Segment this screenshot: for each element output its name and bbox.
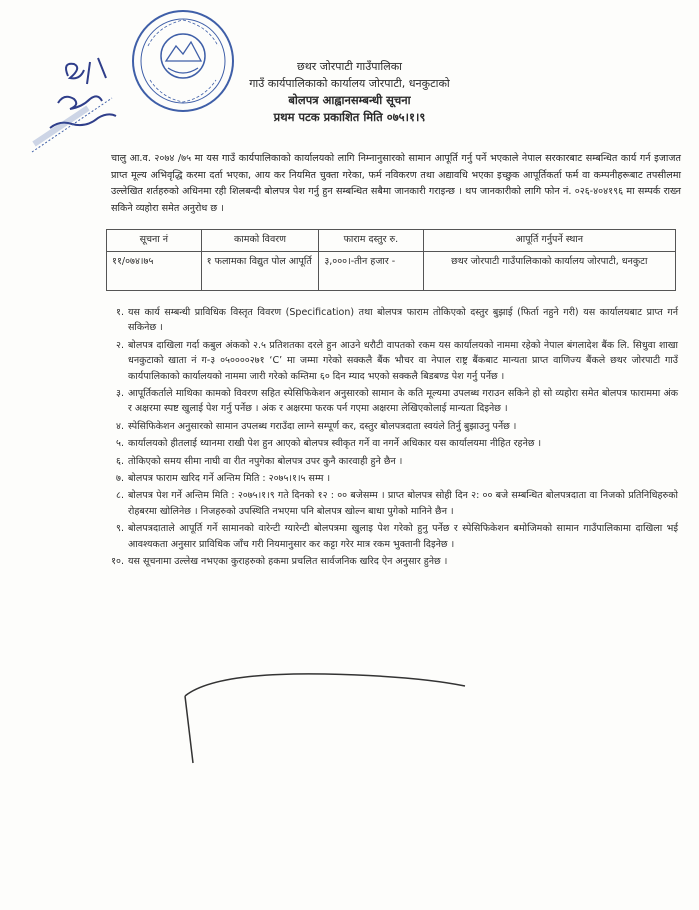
list-item: २. बोलपत्र दाखिला गर्दा कबुल अंकको २.५ प्रतिशतका दरले हुन आउने धरौटी वापतको रकम यस कार्यालयको नाममा रहेको नेपाल बंगलादेश बैंक लि. सिधुवा शाखा धनकुटाको खाता नं ग-३ ०५००००२७१ ‘C’ मा जम्मा गरेको सक्कलै बैंक भौचर वा नेपाल राष्ट्र बैंकबाट मान्यता प्राप्त वाणिज्य बैंकले छथर जोरपाटी गाउँ कार्यपालिकाको कार्यालयको नाममा जारी गरेको कम्तिमा ६० दिन म्याद भएको सक्कलै बिडबण्ड पेश गर्नु पर्नेछ । — [116, 339, 678, 382]
municipality-name: छथर जोरपाटी गाउँपालिका — [296, 60, 402, 73]
tender-table — [106, 229, 676, 291]
list-item: ९. बोलपत्रदाताले आपूर्ति गर्ने सामानको वारेन्टी ग्यारेन्टी बोलपत्रमा खुलाइ पेश गरेको हुनु पर्नेछ र स्पेसिफिकेशन बमोजिमको सामान गाउँपालिकामा दाखिला भई आवश्यकता अनुसार प्राविधिक जाँच गरी नियमानुसार कर कट्टा गरेर मात्र रकम भुक्तानी दिइनेछ । — [116, 523, 678, 550]
intro-paragraph: चालु आ.व. २०७४ /७५ मा यस गाउँ कार्यपालिकाको कार्यालयको लागि निम्नानुसारको सामान आपूर्ति गर्नु पर्ने भएकाले नेपाल सरकारबाट सम्बन्धित कार्य गर्न इजाजत प्राप्त मूल्य अभिवृद्धि करमा दर्ता भएका, आय कर नियमित चुक्ता गरेका, फर्म नविकरण तथा अद्यावधि भएका इच्छुक आपूर्तिकर्ता फर्म वा कम्पनीहरूबाट तपसीलमा उल्लेखित शर्तहरुको अधिनमा रही शिलबन्दी बोलपत्र पेश गर्नु हुन सम्बन्धित सबैमा जानकारी गराइन्छ । थप जानकारीको लागि फोन नं. ०२६-४०४१९६ मा सम्पर्क राख्न सकिने व्यहोरा समेत अनुरोध छ । — [111, 153, 681, 214]
list-item: ७. बोलपत्र फाराम खरिद गर्ने अन्तिम मिति : २०७५।१।५ सम्म । — [116, 473, 331, 485]
table-row — [107, 252, 676, 291]
notice-title: बोलपत्र आह्वानसम्बन्धी सूचना — [288, 93, 411, 107]
list-item: १. यस कार्य सम्बन्धी प्राविधिक विस्तृत विवरण (Specification) तथा बोलपत्र फाराम तोकिएको दस्तुर बुझाई (फिर्ता नहुने गरी) यस कार्यालयबाट प्राप्त गर्न सकिनेछ । — [116, 307, 678, 334]
list-item: ८. बोलपत्र पेश गर्ने अन्तिम मिति : २०७५।१।९ गते दिनको १२ : ०० बजेसम्म । प्राप्त बोलपत्र सोही दिन २: ०० बजे सम्बन्धित बोलपत्रदाता वा निजको प्रतिनिधिहरुको रोहबरमा खोलिनेछ । निजहरुको उपस्थिति नभएमा पनि बोलपत्र खोल्न बाधा पुगेको मानिने छैन । — [116, 490, 678, 517]
col-form-fee: फाराम दस्तुर रु. — [319, 230, 423, 252]
office-name: गाउँ कार्यपालिकाको कार्यालय जोरपाटी, धनकुटाको — [249, 77, 450, 90]
list-item: ५. कार्यालयको हीतलाई ध्यानमा राखी पेश हुन आएको बोलपत्र स्वीकृत गर्ने वा नगर्ने अधिकार यस कार्यालयमा नीहित रहनेछ । — [116, 438, 542, 450]
notice-header — [0, 58, 699, 126]
list-item: ४. स्पेसिफिकेशन अनुसारको सामान उपलब्ध गराउँदा लाग्ने सम्पूर्ण कर, दस्तुर बोलपत्रदाता स्वयंले तिर्नु बुझाउनु पर्नेछ । — [116, 420, 517, 432]
cell-form-fee: ३,०००।-तीन हजार - — [319, 252, 423, 291]
list-item: १०. यस सूचनामा उल्लेख नभएका कुराहरुको हकमा प्रचलित सार्वजनिक खरिद ऐन अनुसार हुनेछ । — [111, 556, 448, 568]
cell-notice-no: ११/०७४।७५ — [107, 252, 202, 291]
signature-stroke-icon — [175, 668, 475, 768]
col-work-description: कामको विवरण — [201, 230, 319, 252]
cell-work-description: १ फलामका विद्युत पोल आपूर्ति — [201, 252, 319, 291]
terms-list — [100, 305, 678, 572]
col-supply-location: आपूर्ति गर्नुपर्ने स्थान — [423, 230, 676, 252]
table-header-row — [107, 230, 676, 252]
list-item: ३. आपूर्तिकर्ताले माथिका कामको विवरण सहित स्पेसिफिकेशन अनुसारको सामान के कति मूल्यमा उपलब्ध गराउन सकिने हो सो व्यहोरा समेत बोलपत्र फाराममा अंक र अक्षरमा स्पष्ट खुलाई पेश गर्नु पर्नेछ । अंक र अक्षरमा फरक पर्न गएमा अक्षरमा लेखिएकोलाई मान्यता दिइनेछ । — [116, 388, 678, 415]
cell-supply-location: छथर जोरपाटी गाउँपालिकाको कार्यालय जोरपाटी, धनकुटा — [423, 252, 676, 291]
col-notice-no: सूचना नं — [107, 230, 202, 252]
list-item: ६. तोकिएको समय सीमा नाघी वा रीत नपुगेका बोलपत्र उपर कुनै कारवाही हुने छैन । — [116, 455, 403, 467]
publication-date: प्रथम पटक प्रकाशित मिति ०७५।१।९ — [273, 110, 426, 124]
